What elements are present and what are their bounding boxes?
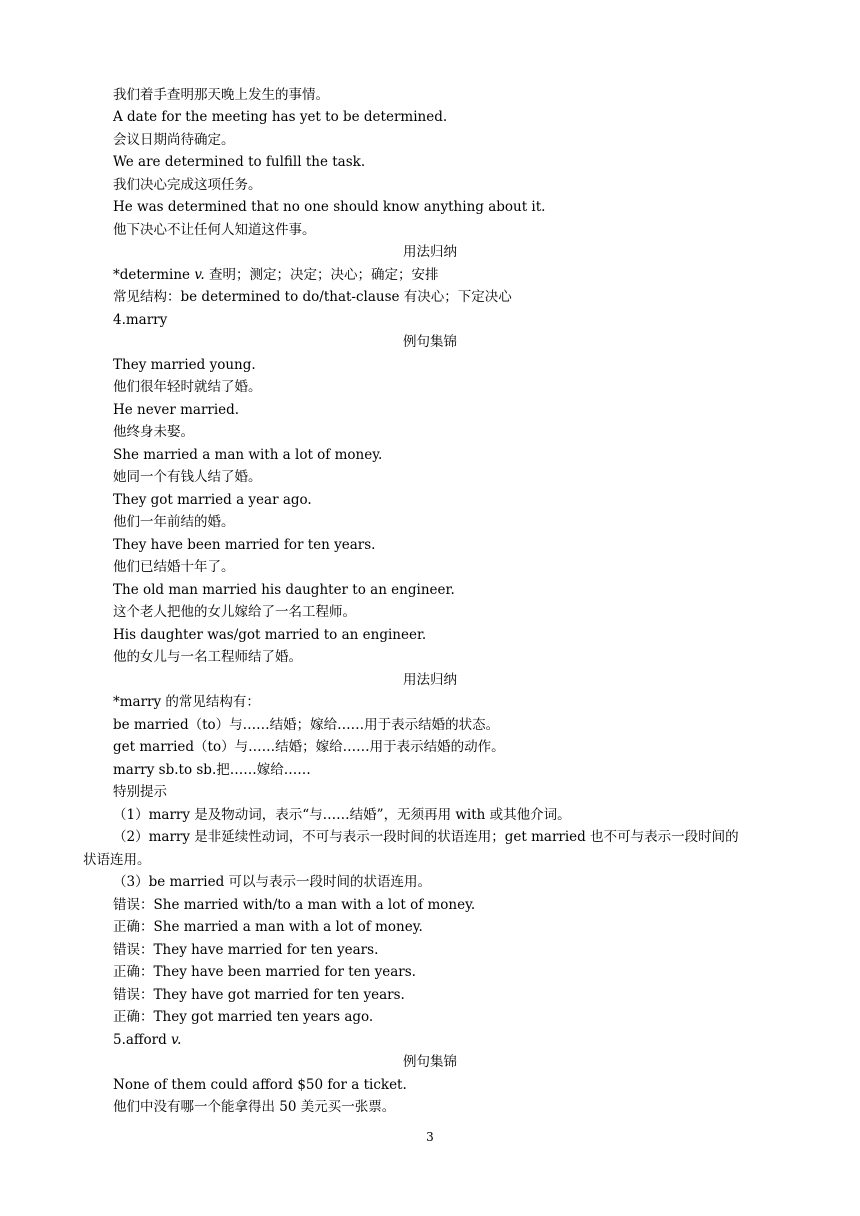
example-line: 这个老人把他的女儿嫁给了一名工程师。 [113,604,356,620]
text-line: 他下决心不让任何人知道这件事。 [113,222,316,238]
item-title [113,1031,181,1049]
section-heading: 例句集锦 [403,1054,457,1070]
correction-line: 正确：They have been married for ten years. [113,964,416,980]
page-number: 3 [426,1130,434,1144]
text-line: 我们决心完成这项任务。 [113,177,262,193]
section-heading: 用法归纳 [403,672,457,688]
tip-line-continued: 状语连用。 [83,852,151,868]
usage-line: *marry 的常见结构有： [113,694,260,710]
item-title: 4.marry [113,312,168,328]
example-line: She married a man with a lot of money. [113,447,383,463]
usage-line: be married（to）与……结婚；嫁给……用于表示结婚的状态。 [113,717,500,733]
usage-line: get married（to）与……结婚；嫁给……用于表示结婚的动作。 [113,739,505,755]
section-heading: 用法归纳 [403,244,457,260]
structure-line: 常见结构：be determined to do/that-clause 有决心；下定决心 [113,289,512,305]
example-line: 他们已结婚十年了。 [113,559,235,575]
tip-line: （2）marry 是非延续性动词，不可与表示一段时间的状语连用；get married 也不可与表示一段时间的 [113,829,739,845]
example-line: 她同一个有钱人结了婚。 [113,469,262,485]
text-line: A date for the meeting has yet to be determined. [113,109,448,125]
definition-line [113,266,438,284]
text-line: He was determined that no one should know anything about it. [113,199,546,215]
example-line: They got married a year ago. [113,492,312,508]
tip-line: （3）be married 可以与表示一段时间的状语连用。 [113,874,432,890]
definition-word: *determine [113,267,195,283]
example-line: They have been married for ten years. [113,537,376,553]
definition-meanings: 查明；测定；决定；决心；确定；安排 [204,267,439,283]
example-line: The old man married his daughter to an engineer. [113,582,455,598]
correction-line: 正确：They got married ten years ago. [113,1009,374,1025]
part-of-speech: v. [171,1032,182,1048]
text-line: 会议日期尚待确定。 [113,132,235,148]
usage-line: 特别提示 [113,784,167,800]
example-line: 他的女儿与一名工程师结了婚。 [113,649,302,665]
example-line: They married young. [113,357,256,373]
example-line: 他终身未娶。 [113,424,194,440]
item-afford-word: 5.afford [113,1032,172,1048]
correction-line: 错误：They have got married for ten years. [113,987,405,1003]
example-line: 他们很年轻时就结了婚。 [113,379,262,395]
example-line: 他们中没有哪一个能拿得出 50 美元买一张票。 [113,1099,396,1115]
correction-line: 错误：They have married for ten years. [113,942,379,958]
text-line: 我们着手查明那天晚上发生的事情。 [113,87,329,103]
correction-line: 正确：She married a man with a lot of money. [113,919,423,935]
example-line: 他们一年前结的婚。 [113,514,235,530]
text-line: We are determined to fulfill the task. [113,154,366,170]
example-line: He never married. [113,402,240,418]
section-heading: 例句集锦 [403,334,457,350]
example-line: None of them could afford $50 for a ticket. [113,1077,407,1093]
tip-line: （1）marry 是及物动词，表示“与……结婚”，无须再用 with 或其他介词。 [113,807,571,823]
usage-line: marry sb.to sb.把……嫁给…… [113,762,311,778]
example-line: His daughter was/got married to an engineer. [113,627,427,643]
part-of-speech: v. [194,267,205,283]
correction-line: 错误：She married with/to a man with a lot of money. [113,897,476,913]
